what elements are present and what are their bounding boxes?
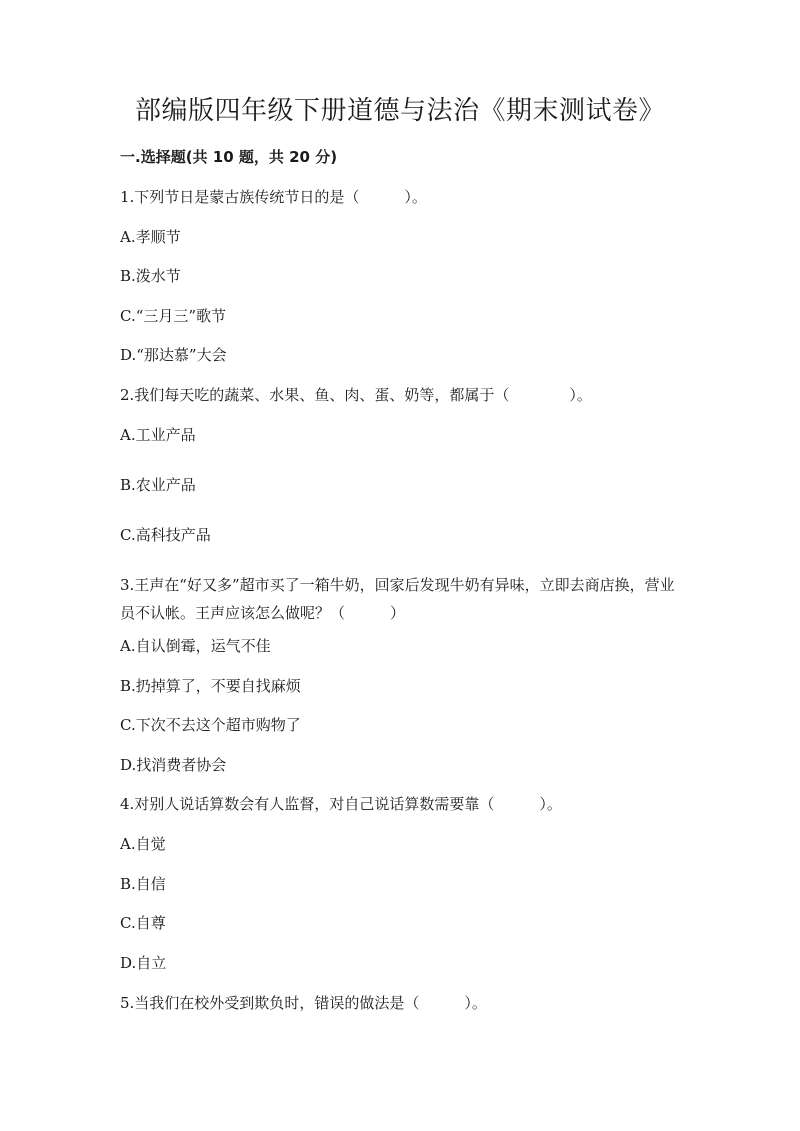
question-4-option-c: C.自尊: [120, 914, 166, 932]
question-1-option-c: C.“三月三”歌节: [120, 307, 227, 325]
question-2-option-b: B.农业产品: [120, 476, 196, 494]
question-4-option-a: A.自觉: [120, 835, 166, 853]
question-2-stem: 2.我们每天吃的蔬菜、水果、鱼、肉、蛋、奶等，都属于（ ）。: [120, 386, 592, 404]
question-1-stem: 1.下列节日是蒙古族传统节日的是（ ）。: [120, 188, 427, 206]
question-4-option-b: B.自信: [120, 875, 166, 893]
page-title: 部编版四年级下册道德与法治《期末测试卷》: [134, 96, 665, 126]
question-1-option-a: A.孝顺节: [120, 228, 181, 246]
question-1-option-d: D.“那达慕”大会: [120, 346, 227, 364]
question-1-option-b: B.泼水节: [120, 267, 181, 285]
question-3-option-b: B.扔掉算了，不要自找麻烦: [120, 677, 301, 695]
question-3-option-d: D.找消费者协会: [120, 756, 227, 774]
question-2-option-a: A.工业产品: [120, 426, 196, 444]
question-4-option-d: D.自立: [120, 954, 167, 972]
question-2-option-c: C.高科技产品: [120, 526, 211, 544]
question-3-option-c: C.下次不去这个超市购物了: [120, 716, 301, 734]
question-3-stem: 3.王声在“好又多”超市买了一箱牛奶，回家后发现牛奶有异味，立即去商店换，营业员不认帐。王声应该怎么做呢？（ ）: [120, 576, 675, 622]
question-3-option-a: A.自认倒霉，运气不佳: [120, 637, 271, 655]
question-5-stem: 5.当我们在校外受到欺负时，错误的做法是（ ）。: [120, 994, 487, 1012]
section-heading: 一.选择题(共 10 题，共 20 分): [120, 148, 338, 166]
question-4-stem: 4.对别人说话算数会有人监督，对自己说话算数需要靠（ ）。: [120, 795, 562, 813]
